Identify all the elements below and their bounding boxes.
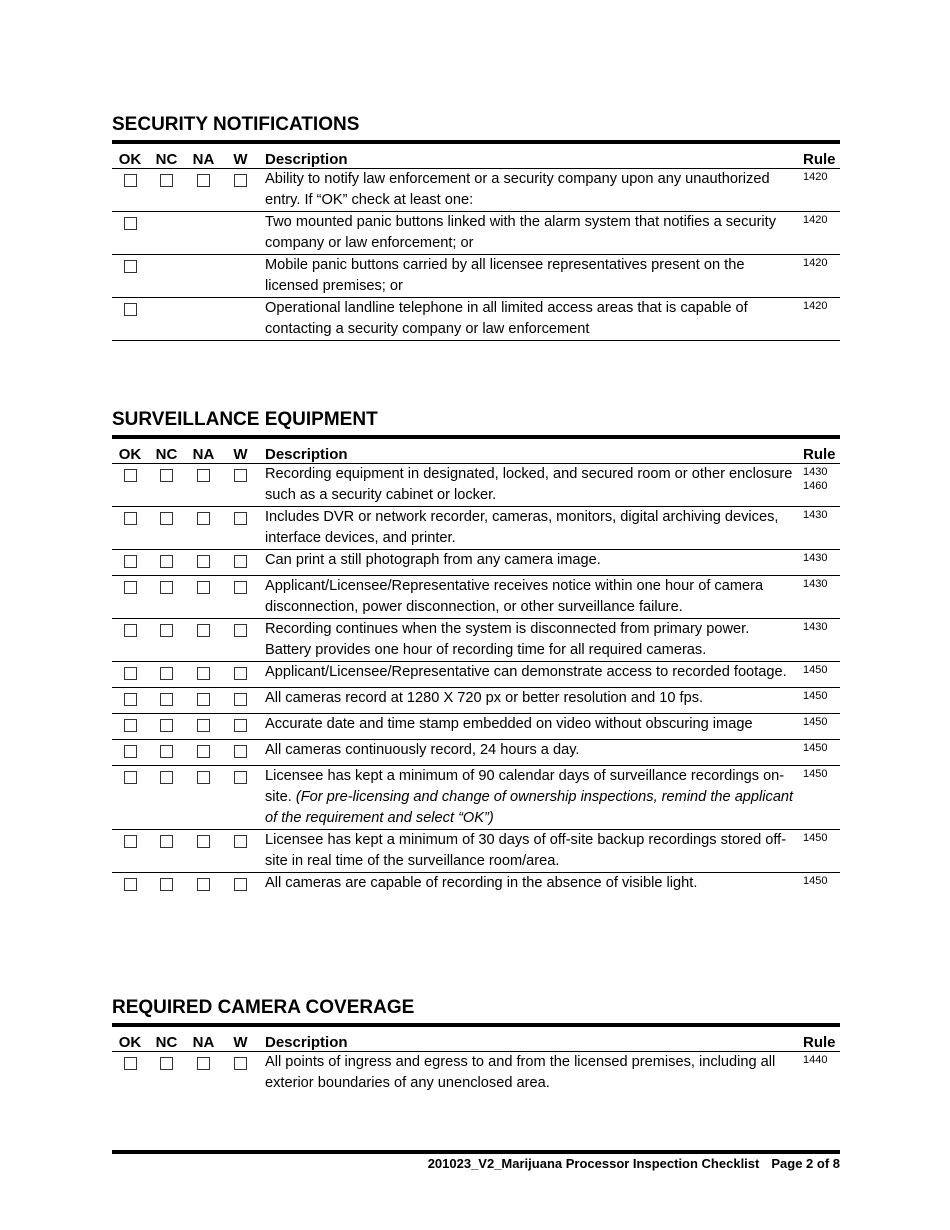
- column-header-w: W: [233, 151, 248, 168]
- cell-ok: [112, 830, 148, 873]
- cell-na: [185, 873, 222, 899]
- checkbox-na[interactable]: [197, 174, 210, 187]
- cell-na: [185, 1052, 222, 1095]
- checkbox-na[interactable]: [197, 581, 210, 594]
- description-text: Applicant/Licensee/Representative receives notice within one hour of camera disconnection, power disconnection, or other surveillance failure.: [265, 578, 764, 615]
- checkbox-nc[interactable]: [160, 624, 173, 637]
- section-title: SECURITY NOTIFICATIONS: [112, 114, 360, 135]
- description-cell: [259, 576, 799, 619]
- description-note: (For pre-licensing and change of ownership inspections, remind the applicant of the requirement and select “OK”): [265, 789, 794, 826]
- cell-ok: [112, 766, 148, 830]
- rule-number: 1450: [803, 690, 828, 702]
- cell-w: [222, 740, 259, 766]
- table-row: [112, 688, 840, 714]
- rule-number: 1430: [803, 509, 828, 521]
- table-row: [112, 740, 840, 766]
- rule-number: 1440: [803, 1054, 828, 1066]
- description-cell: [259, 507, 799, 550]
- table-header-row: [112, 439, 840, 464]
- description-text: Applicant/Licensee/Representative can demonstrate access to recorded footage.: [265, 664, 787, 680]
- column-header-description: Description: [265, 446, 348, 463]
- checklist-table: [112, 144, 840, 341]
- checkbox-na[interactable]: [197, 693, 210, 706]
- cell-w: [222, 576, 259, 619]
- description-cell: [259, 1052, 799, 1095]
- checkbox-ok[interactable]: [124, 469, 137, 482]
- rule-number: 1450: [803, 742, 828, 754]
- rule-cell: [799, 740, 840, 766]
- description-text: Licensee has kept a minimum of 90 calendar days of surveillance recordings on-site.: [265, 768, 785, 805]
- column-header-nc: NC: [155, 151, 178, 168]
- description-cell: [259, 619, 799, 662]
- checkbox-nc[interactable]: [160, 693, 173, 706]
- column-header-nc: NC: [155, 1034, 178, 1051]
- checkbox-ok[interactable]: [124, 217, 137, 230]
- checkbox-nc[interactable]: [160, 835, 173, 848]
- checkbox-w[interactable]: [234, 581, 247, 594]
- table-row: [112, 212, 840, 255]
- cell-ok: [112, 464, 148, 507]
- table-header-row: [112, 1027, 840, 1052]
- rule-cell: [799, 714, 840, 740]
- column-header-na: NA: [192, 1034, 215, 1051]
- table-row: [112, 507, 840, 550]
- table-row: [112, 619, 840, 662]
- checkbox-nc[interactable]: [160, 512, 173, 525]
- rule-cell: [799, 464, 840, 507]
- cell-ok: [112, 1052, 148, 1095]
- cell-nc: [148, 507, 185, 550]
- description-text: Includes DVR or network recorder, cameras, monitors, digital archiving devices, interface devices, and printer.: [265, 509, 779, 546]
- cell-nc: [148, 255, 185, 298]
- cell-w: [222, 830, 259, 873]
- rule-cell: [799, 169, 840, 212]
- column-header-ok: OK: [118, 1034, 142, 1051]
- description-cell: [259, 873, 799, 899]
- description-cell: [259, 169, 799, 212]
- rule-number: 1430: [803, 578, 828, 590]
- table-row: [112, 873, 840, 899]
- checkbox-nc[interactable]: [160, 667, 173, 680]
- rule-number: 1420: [803, 171, 828, 183]
- section-security-notifications: [112, 114, 840, 341]
- table-row: [112, 298, 840, 341]
- cell-ok: [112, 740, 148, 766]
- footer-doc-id: 201023_V2_Marijuana Processor Inspection Checklist: [427, 1156, 760, 1171]
- checkbox-ok[interactable]: [124, 667, 137, 680]
- table-row: [112, 255, 840, 298]
- description-text: All cameras are capable of recording in the absence of visible light.: [265, 875, 698, 891]
- cell-na: [185, 714, 222, 740]
- checkbox-ok[interactable]: [124, 693, 137, 706]
- table-row: [112, 662, 840, 688]
- rule-cell: [799, 576, 840, 619]
- checkbox-nc[interactable]: [160, 469, 173, 482]
- table-row: [112, 464, 840, 507]
- cell-nc: [148, 169, 185, 212]
- checkbox-w[interactable]: [234, 693, 247, 706]
- checkbox-nc[interactable]: [160, 1057, 173, 1070]
- rule-cell: [799, 212, 840, 255]
- rule-cell: [799, 830, 840, 873]
- description-cell: [259, 550, 799, 576]
- checkbox-na[interactable]: [197, 1057, 210, 1070]
- cell-w: [222, 507, 259, 550]
- checkbox-w[interactable]: [234, 555, 247, 568]
- cell-w: [222, 873, 259, 899]
- rule-cell: [799, 688, 840, 714]
- checkbox-w[interactable]: [234, 745, 247, 758]
- rule-number: 1460: [803, 480, 828, 492]
- table-row: [112, 830, 840, 873]
- cell-na: [185, 766, 222, 830]
- checkbox-ok[interactable]: [124, 1057, 137, 1070]
- checkbox-ok[interactable]: [124, 303, 137, 316]
- cell-nc: [148, 550, 185, 576]
- column-header-description: Description: [265, 1034, 348, 1051]
- cell-w: [222, 550, 259, 576]
- checkbox-na[interactable]: [197, 771, 210, 784]
- description-text: Recording equipment in designated, locked, and secured room or other enclosure such as a security cabinet or locker.: [265, 466, 793, 503]
- description-text: All cameras record at 1280 X 720 px or better resolution and 10 fps.: [265, 690, 704, 706]
- checkbox-w[interactable]: [234, 771, 247, 784]
- checkbox-w[interactable]: [234, 667, 247, 680]
- checkbox-ok[interactable]: [124, 835, 137, 848]
- description-cell: [259, 255, 799, 298]
- cell-na: [185, 169, 222, 212]
- cell-na: [185, 740, 222, 766]
- rule-number: 1450: [803, 875, 828, 887]
- cell-w: [222, 662, 259, 688]
- cell-na: [185, 662, 222, 688]
- cell-na: [185, 550, 222, 576]
- column-header-rule: Rule: [803, 1034, 836, 1051]
- checkbox-na[interactable]: [197, 512, 210, 525]
- cell-na: [185, 464, 222, 507]
- cell-w: [222, 464, 259, 507]
- cell-nc: [148, 873, 185, 899]
- cell-w: [222, 688, 259, 714]
- checkbox-na[interactable]: [197, 667, 210, 680]
- cell-ok: [112, 662, 148, 688]
- description-cell: [259, 662, 799, 688]
- cell-nc: [148, 1052, 185, 1095]
- cell-ok: [112, 714, 148, 740]
- rule-number: 1430: [803, 621, 828, 633]
- table-row: [112, 576, 840, 619]
- cell-nc: [148, 576, 185, 619]
- description-cell: [259, 766, 799, 830]
- table-row: [112, 714, 840, 740]
- checkbox-nc[interactable]: [160, 771, 173, 784]
- cell-ok: [112, 873, 148, 899]
- checkbox-na[interactable]: [197, 624, 210, 637]
- table-row: [112, 1052, 840, 1095]
- cell-w: [222, 619, 259, 662]
- cell-ok: [112, 212, 148, 255]
- rule-number: 1420: [803, 214, 828, 226]
- cell-w: [222, 212, 259, 255]
- rule-number: 1450: [803, 664, 828, 676]
- description-text: Ability to notify law enforcement or a security company upon any unauthorized entry. If “OK” check at least one:: [265, 171, 770, 208]
- cell-nc: [148, 766, 185, 830]
- rule-cell: [799, 1052, 840, 1095]
- rule-cell: [799, 255, 840, 298]
- rule-cell: [799, 298, 840, 341]
- rule-number: 1420: [803, 300, 828, 312]
- cell-na: [185, 619, 222, 662]
- checkbox-ok[interactable]: [124, 624, 137, 637]
- checkbox-na[interactable]: [197, 719, 210, 732]
- cell-na: [185, 298, 222, 341]
- checkbox-na[interactable]: [197, 555, 210, 568]
- checkbox-ok[interactable]: [124, 878, 137, 891]
- rule-cell: [799, 619, 840, 662]
- checkbox-na[interactable]: [197, 878, 210, 891]
- footer-page-number: Page 2 of 8: [771, 1156, 840, 1171]
- checkbox-ok[interactable]: [124, 174, 137, 187]
- description-text: All cameras continuously record, 24 hours a day.: [265, 742, 580, 758]
- checkbox-ok[interactable]: [124, 555, 137, 568]
- column-header-w: W: [233, 1034, 248, 1051]
- checkbox-nc[interactable]: [160, 745, 173, 758]
- rule-number: 1450: [803, 832, 828, 844]
- cell-w: [222, 255, 259, 298]
- section-title: REQUIRED CAMERA COVERAGE: [112, 997, 415, 1018]
- checklist-table: [112, 439, 840, 898]
- checkbox-nc[interactable]: [160, 555, 173, 568]
- description-cell: [259, 464, 799, 507]
- cell-nc: [148, 464, 185, 507]
- rule-number: 1420: [803, 257, 828, 269]
- checkbox-na[interactable]: [197, 745, 210, 758]
- rule-number: 1450: [803, 716, 828, 728]
- checkbox-nc[interactable]: [160, 581, 173, 594]
- cell-w: [222, 169, 259, 212]
- cell-na: [185, 212, 222, 255]
- description-text: Operational landline telephone in all limited access areas that is capable of contacting a security company or law enforcement: [265, 300, 748, 337]
- table-header-row: [112, 144, 840, 169]
- cell-nc: [148, 212, 185, 255]
- description-cell: [259, 298, 799, 341]
- cell-ok: [112, 619, 148, 662]
- rule-number: 1450: [803, 768, 828, 780]
- description-text: Recording continues when the system is disconnected from primary power. Battery provides one hour of recording time for all required cameras.: [265, 621, 750, 658]
- column-header-na: NA: [192, 446, 215, 463]
- description-text: Can print a still photograph from any camera image.: [265, 552, 601, 568]
- checkbox-w[interactable]: [234, 835, 247, 848]
- cell-nc: [148, 619, 185, 662]
- column-header-ok: OK: [118, 151, 142, 168]
- checkbox-w[interactable]: [234, 174, 247, 187]
- checkbox-nc[interactable]: [160, 878, 173, 891]
- description-text: Mobile panic buttons carried by all licensee representatives present on the licensed premises; or: [265, 257, 745, 294]
- description-cell: [259, 212, 799, 255]
- checkbox-w[interactable]: [234, 624, 247, 637]
- section-surveillance-equipment: [112, 409, 840, 898]
- checkbox-w[interactable]: [234, 719, 247, 732]
- checkbox-na[interactable]: [197, 835, 210, 848]
- checkbox-w[interactable]: [234, 878, 247, 891]
- cell-ok: [112, 550, 148, 576]
- column-header-na: NA: [192, 151, 215, 168]
- description-text: Accurate date and time stamp embedded on video without obscuring image: [265, 716, 753, 732]
- cell-nc: [148, 830, 185, 873]
- column-header-nc: NC: [155, 446, 178, 463]
- rule-cell: [799, 550, 840, 576]
- cell-na: [185, 830, 222, 873]
- description-cell: [259, 688, 799, 714]
- rule-number: 1430: [803, 552, 828, 564]
- checkbox-w[interactable]: [234, 512, 247, 525]
- cell-nc: [148, 688, 185, 714]
- cell-na: [185, 576, 222, 619]
- description-cell: [259, 714, 799, 740]
- checkbox-w[interactable]: [234, 469, 247, 482]
- checkbox-ok[interactable]: [124, 512, 137, 525]
- checkbox-nc[interactable]: [160, 174, 173, 187]
- page-footer: [112, 1156, 840, 1171]
- rule-cell: [799, 507, 840, 550]
- description-cell: [259, 830, 799, 873]
- cell-ok: [112, 169, 148, 212]
- checkbox-w[interactable]: [234, 1057, 247, 1070]
- cell-na: [185, 255, 222, 298]
- column-header-rule: Rule: [803, 446, 836, 463]
- checkbox-na[interactable]: [197, 469, 210, 482]
- cell-w: [222, 1052, 259, 1095]
- cell-w: [222, 766, 259, 830]
- cell-na: [185, 507, 222, 550]
- cell-w: [222, 298, 259, 341]
- rule-number: 1430: [803, 466, 828, 478]
- cell-nc: [148, 662, 185, 688]
- checkbox-ok[interactable]: [124, 719, 137, 732]
- checkbox-nc[interactable]: [160, 719, 173, 732]
- cell-nc: [148, 298, 185, 341]
- cell-ok: [112, 255, 148, 298]
- table-row: [112, 169, 840, 212]
- checkbox-ok[interactable]: [124, 260, 137, 273]
- cell-ok: [112, 298, 148, 341]
- rule-cell: [799, 873, 840, 899]
- description-cell: [259, 740, 799, 766]
- cell-nc: [148, 714, 185, 740]
- cell-w: [222, 714, 259, 740]
- checkbox-ok[interactable]: [124, 771, 137, 784]
- section-title: SURVEILLANCE EQUIPMENT: [112, 409, 378, 430]
- column-header-description: Description: [265, 151, 348, 168]
- checkbox-ok[interactable]: [124, 581, 137, 594]
- description-text: Licensee has kept a minimum of 30 days of off-site backup recordings stored off-site in real time of the surveillance room/area.: [265, 832, 787, 869]
- cell-ok: [112, 576, 148, 619]
- cell-na: [185, 688, 222, 714]
- column-header-ok: OK: [118, 446, 142, 463]
- column-header-w: W: [233, 446, 248, 463]
- description-text: Two mounted panic buttons linked with the alarm system that notifies a security company or law enforcement; or: [265, 214, 777, 251]
- cell-ok: [112, 507, 148, 550]
- checklist-table: [112, 1027, 840, 1094]
- rule-cell: [799, 662, 840, 688]
- column-header-rule: Rule: [803, 151, 836, 168]
- description-text: All points of ingress and egress to and from the licensed premises, including all exterior boundaries of any unenclosed area.: [265, 1054, 776, 1091]
- table-row: [112, 766, 840, 830]
- footer-divider: [112, 1150, 840, 1154]
- cell-nc: [148, 740, 185, 766]
- section-required-camera-coverage: [112, 997, 840, 1094]
- table-row: [112, 550, 840, 576]
- cell-ok: [112, 688, 148, 714]
- rule-cell: [799, 766, 840, 830]
- checkbox-ok[interactable]: [124, 745, 137, 758]
